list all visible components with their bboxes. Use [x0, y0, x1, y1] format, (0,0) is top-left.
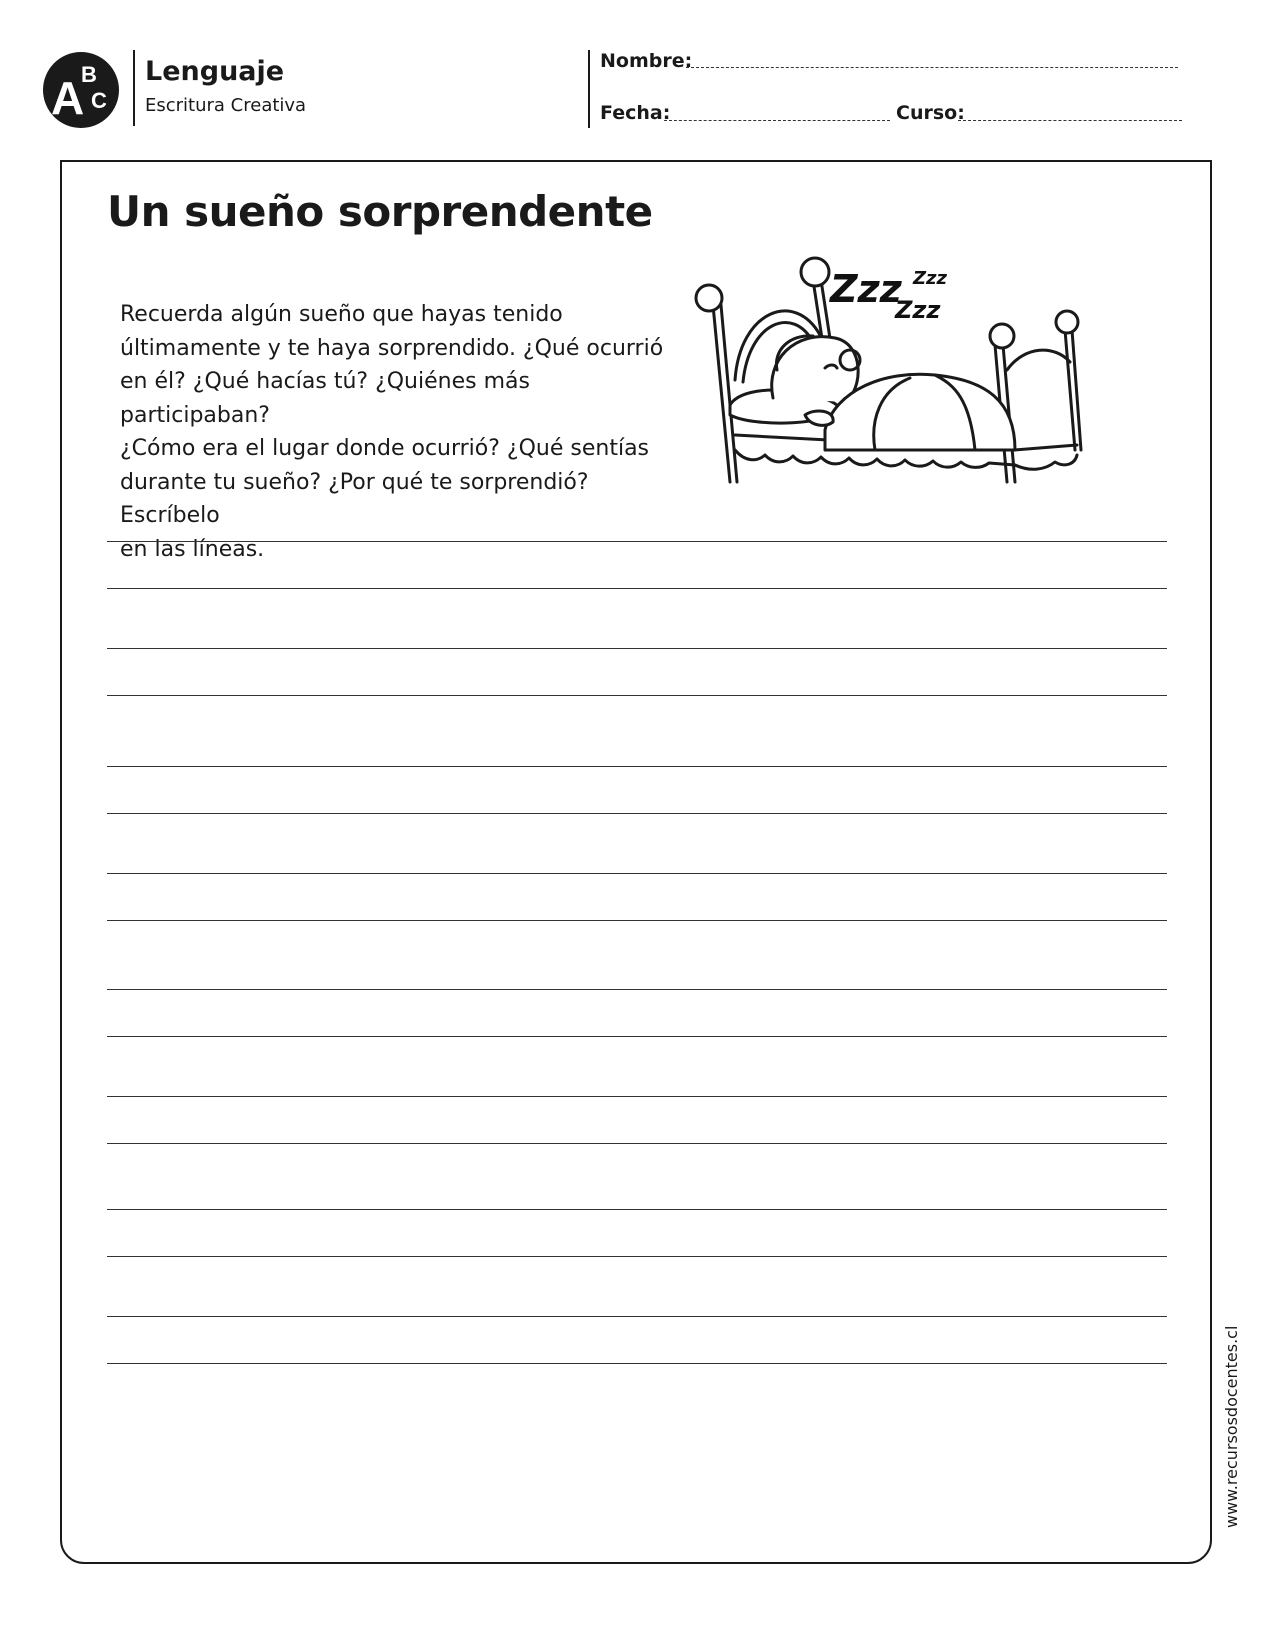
writing-line[interactable]	[107, 1036, 1167, 1037]
date-field[interactable]	[664, 120, 890, 121]
subject-title: Lenguaje	[145, 56, 285, 87]
abc-logo	[43, 52, 119, 128]
instructions-text: Recuerda algún sueño que hayas tenido últimamente y te haya sorprendido. ¿Qué ocurrió en él? ¿Qué hacías tú? ¿Quiénes más participaban? ¿Cómo era el lugar donde ocurrió? ¿Qué sentías durante tu sueño? ¿Por qué te sorprendió? Escríbelo en las líneas.	[120, 302, 664, 562]
zzz-small: Zzz	[913, 268, 948, 289]
fields-divider	[588, 50, 590, 128]
zzz-large: Zzz	[830, 267, 902, 311]
writing-line[interactable]	[107, 541, 1167, 542]
logo-letter-a: A	[51, 72, 85, 124]
name-field[interactable]	[686, 67, 1178, 68]
website-watermark: www.recursosdocentes.cl	[1222, 1325, 1241, 1528]
writing-line[interactable]	[107, 1209, 1167, 1210]
writing-line[interactable]	[107, 588, 1167, 589]
writing-line[interactable]	[107, 873, 1167, 874]
subject-topic: Escritura Creativa	[145, 95, 307, 116]
logo-letter-c: C	[91, 88, 107, 113]
subject-divider	[133, 50, 135, 126]
writing-line[interactable]	[107, 766, 1167, 767]
date-label: Fecha:	[600, 102, 671, 124]
writing-line[interactable]	[107, 695, 1167, 696]
zzz-medium: Zzz	[895, 296, 941, 324]
logo-letter-b: B	[81, 62, 97, 87]
name-label: Nombre:	[600, 50, 693, 72]
writing-line[interactable]	[107, 1363, 1167, 1364]
writing-line[interactable]	[107, 1256, 1167, 1257]
writing-line[interactable]	[107, 1316, 1167, 1317]
writing-line[interactable]	[107, 920, 1167, 921]
sleeping-child-in-bed-illustration	[685, 250, 1105, 500]
worksheet-title: Un sueño sorprendente	[107, 187, 653, 236]
writing-line[interactable]	[107, 989, 1167, 990]
course-label: Curso:	[896, 102, 965, 124]
writing-line[interactable]	[107, 648, 1167, 649]
course-field[interactable]	[958, 120, 1182, 121]
writing-line[interactable]	[107, 1096, 1167, 1097]
writing-line[interactable]	[107, 813, 1167, 814]
writing-line[interactable]	[107, 1143, 1167, 1144]
